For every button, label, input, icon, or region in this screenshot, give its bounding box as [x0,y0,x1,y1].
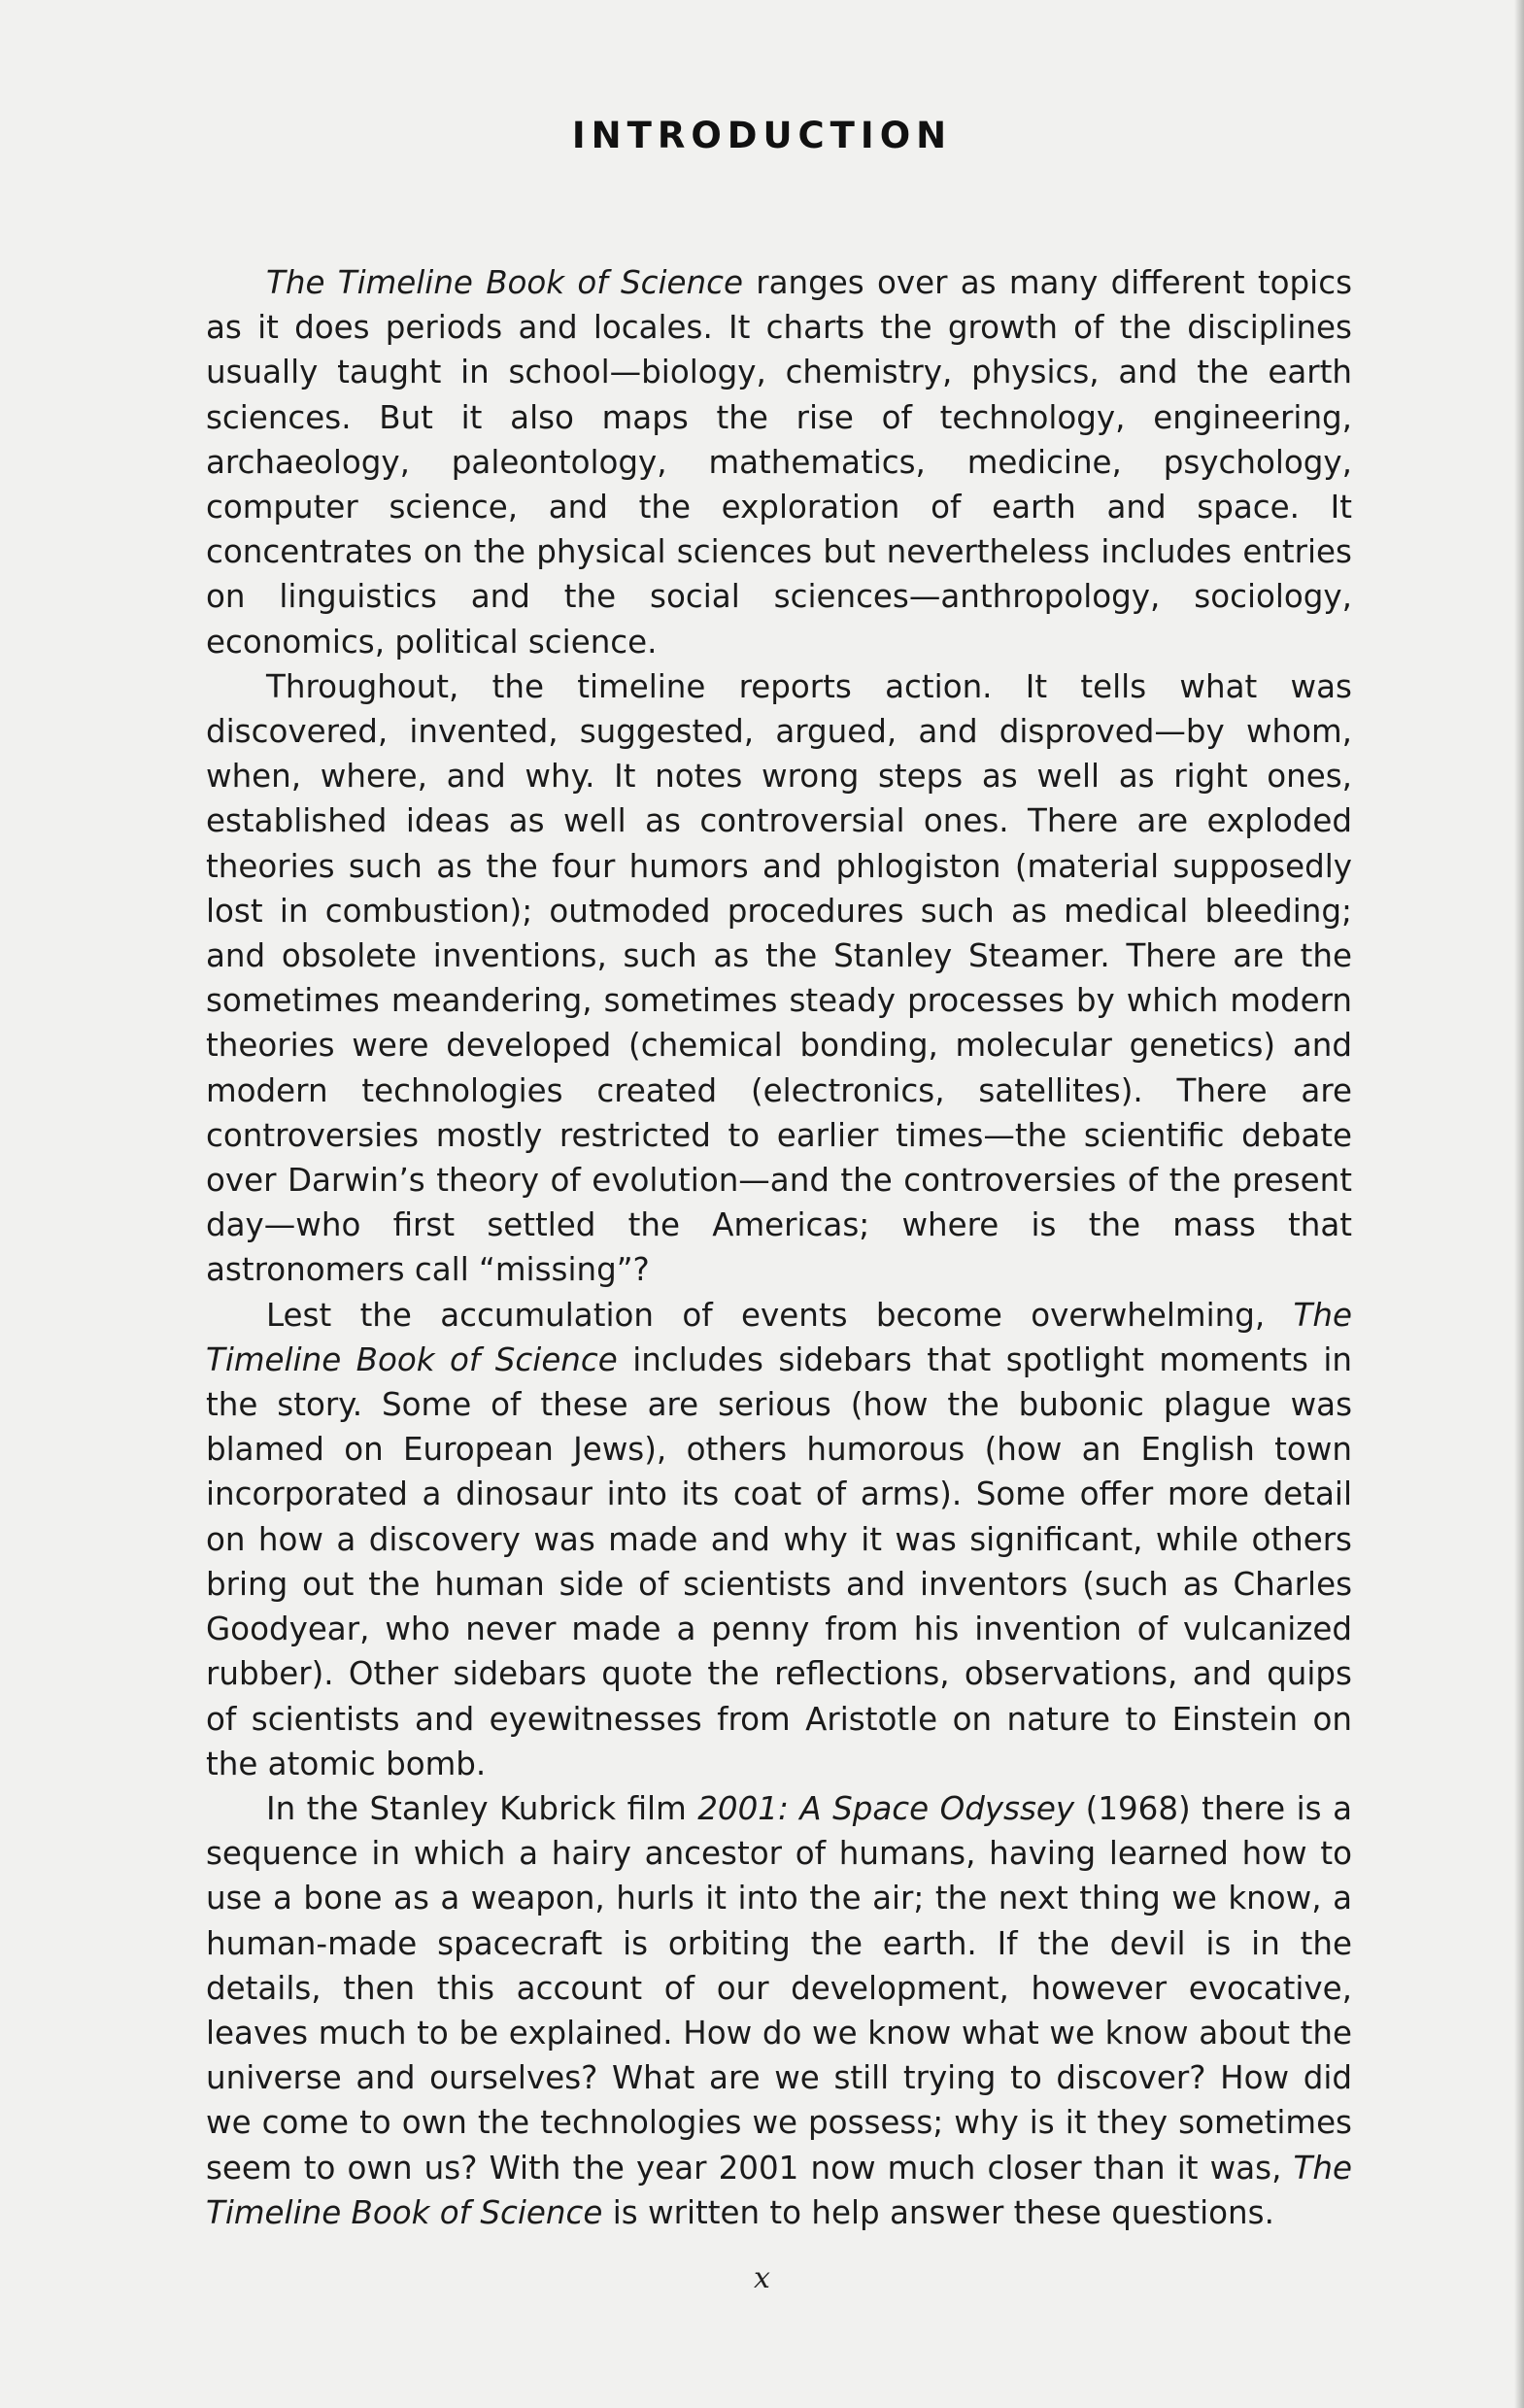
text-span: ranges over as many different topics as it does periods and locales. It charts the growth of the disciplines usually taught in school—biology, chemistry, physics, and the earth sciences. But it also maps the rise of technology, engineering, archaeology, paleontology, mathematics, medicine, psychology, computer science, and the exploration of earth and space. It concentrates on the physical sciences but nevertheless includes entries on linguistics and the social sciences—anthropology, sociology, economics, political science. [206,264,1352,661]
book-title: The Timeline Book of Science [206,2149,1352,2231]
chapter-heading: INTRODUCTION [571,115,953,156]
text-span: includes sidebars that spotlight moments in the story. Some of these are serious (how the bubonic plague was blamed on European Jews), others humorous (how an English town incorporated a dinosaur into its coat of arms). Some offer more detail on how a discovery was made and why it was significant, while others bring out the human side of scientists and inventors (such as Charles Goodyear, who never made a penny from his invention of vulcanized rubber). Other sidebars quote the reflections, observations, and quips of scientists and eyewitnesses from Aristotle on nature to Einstein on the atomic bomb. [206,1340,1352,1782]
paragraph-2 [206,664,1352,1293]
book-title: The Timeline Book of Science [266,264,743,301]
text-span: In the Stanley Kubrick film [266,1789,698,1827]
page-edge [1514,0,1524,2408]
body-text [206,260,1352,2235]
paragraph-4 [206,1786,1352,2235]
film-title: 2001: A Space Odyssey [697,1789,1075,1827]
paragraph-1 [206,260,1352,664]
page-number: x [754,2261,770,2295]
text-span: is written to help answer these questions. [602,2193,1274,2231]
book-title: The Timeline Book of Science [206,1296,1352,1378]
text-span: Throughout, the timeline reports action. It tells what was discovered, invented, suggested, argued, and disproved—by whom, when, where, and why. It notes wrong steps as well as right ones, established ideas as well as controversial ones. There are exploded theories such as the four humors and phlogiston (material supposedly lost in combustion); outmoded procedures such as medical bleeding; and obsolete inventions, such as the Stanley Steamer. There are the sometimes meandering, sometimes steady processes by which modern theories were developed (chemical bonding, molecular genetics) and modern technologies created (electronics, satellites). There are controversies mostly restricted to earlier times—the scientific debate over Darwin’s theory of evolution—and the controversies of the present day—who first settled the Americas; where is the mass that astronomers call “missing”? [206,667,1352,1289]
paragraph-3 [206,1293,1352,1786]
text-span: (1968) there is a sequence in which a hairy ancestor of humans, having learned how to use a bone as a weapon, hurls it into the air; the next thing we know, a human-made spacecraft is orbiting the earth. If the devil is in the details, then this account of our development, however evocative, leaves much to be explained. How do we know what we know about the universe and ourselves? What are we still trying to discover? How did we come to own the technologies we possess; why is it they sometimes seem to own us? With the year 2001 now much closer than it was, [206,1789,1353,2187]
text-span: Lest the accumulation of events become overwhelming, [266,1296,1294,1334]
